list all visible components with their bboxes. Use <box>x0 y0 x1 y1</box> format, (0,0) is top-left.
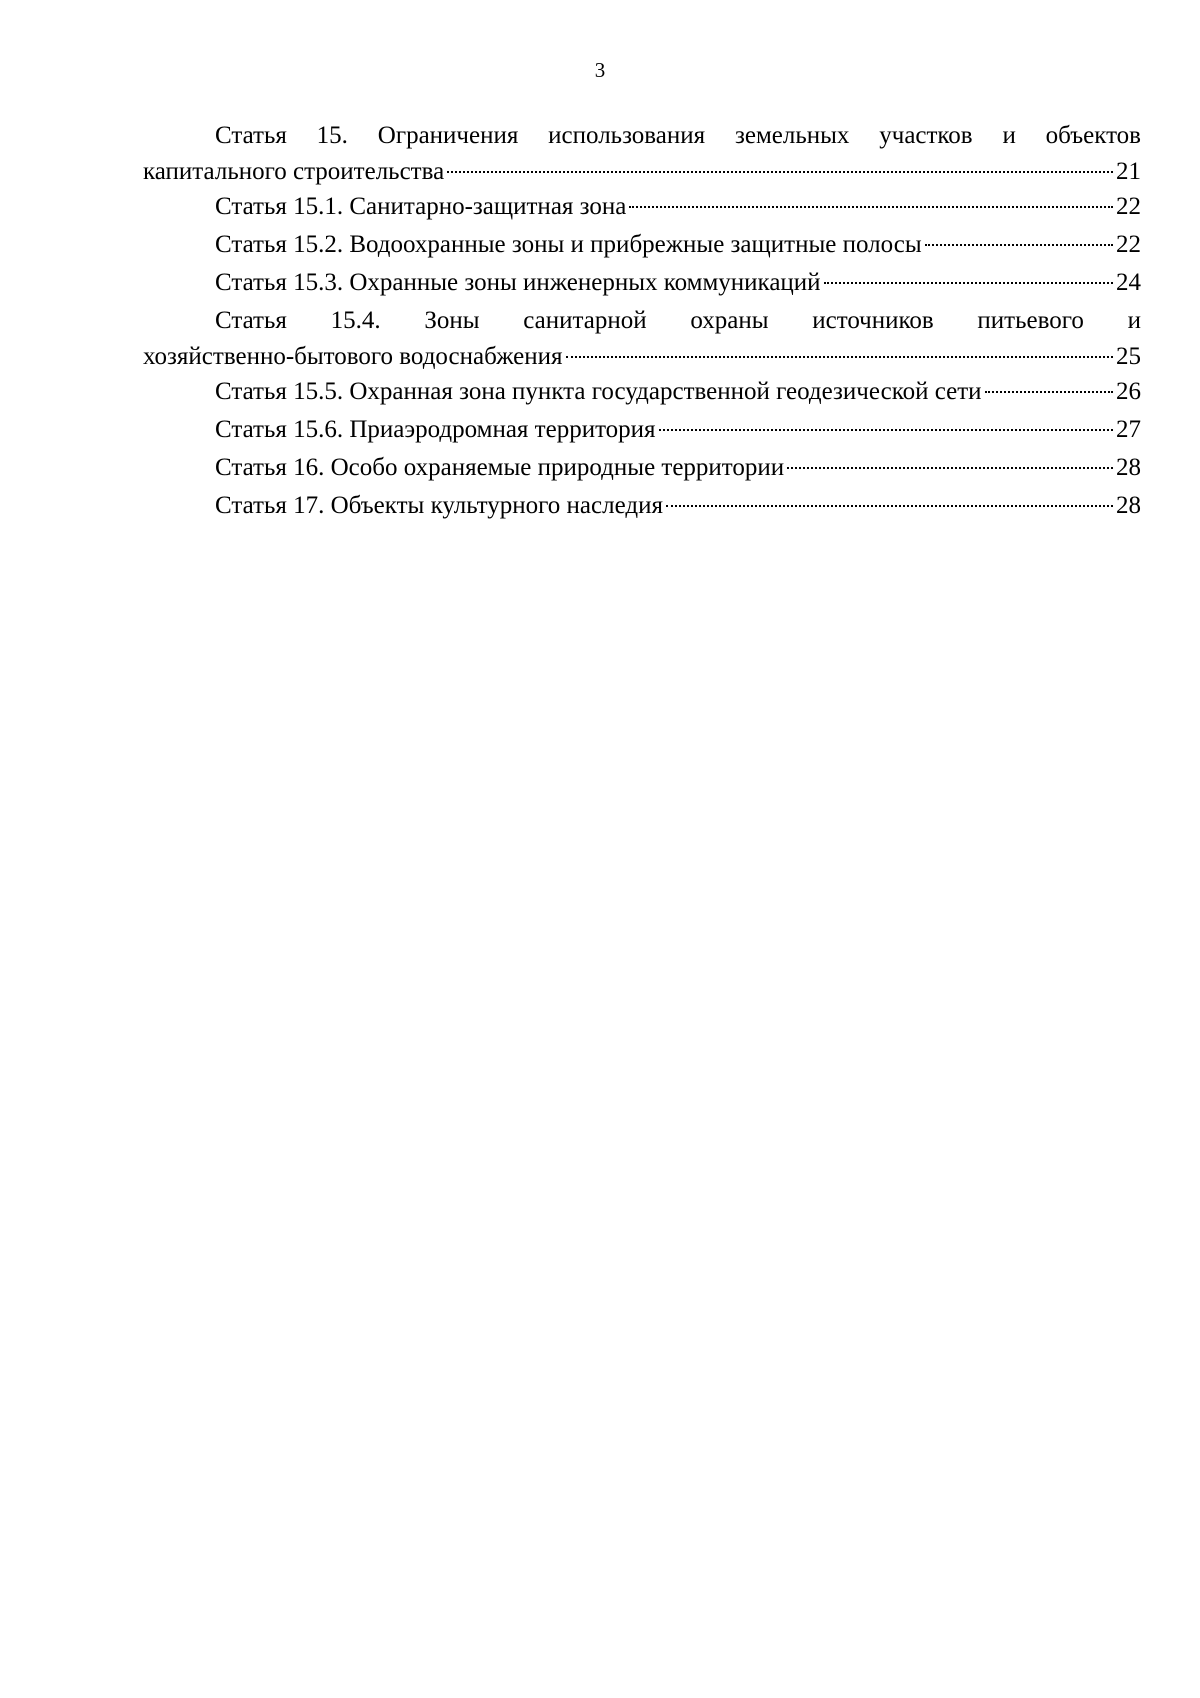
toc-entry-title-line1: Статья 15.4. Зоны санитарной охраны источников питьевого и <box>215 307 1141 334</box>
toc-entry-article-15-3[interactable] <box>143 264 1141 302</box>
toc-entry-title-line2-row <box>143 340 1141 373</box>
toc-entry-title: Статья 17. Объекты культурного наследия <box>215 492 663 519</box>
toc-entry-title-line2-row <box>143 155 1141 188</box>
toc-entry-article-15-4[interactable] <box>143 302 1141 373</box>
toc-entry-title-line2: хозяйственно-бытового водоснабжения <box>143 343 563 370</box>
toc-entry-row <box>143 411 1141 449</box>
toc-entry-title: Статья 16. Особо охраняемые природные территории <box>215 454 785 481</box>
toc-entry-row <box>143 373 1141 411</box>
toc-entry-title: Статья 15.5. Охранная зона пункта государственной геодезической сети <box>215 378 982 405</box>
toc-dot-leader <box>659 429 1113 431</box>
toc-page-number: 22 <box>1116 193 1141 220</box>
toc-dot-leader <box>566 356 1113 358</box>
toc-entry-article-15-5[interactable] <box>143 373 1141 411</box>
toc-entry-title: Статья 15.6. Приаэродромная территория <box>215 416 656 443</box>
toc-entry-article-15[interactable] <box>143 117 1141 188</box>
toc-entry-title: Статья 15.2. Водоохранные зоны и прибрежные защитные полосы <box>215 231 922 258</box>
toc-dot-leader <box>666 505 1113 507</box>
toc-dot-leader <box>447 171 1113 173</box>
toc-dot-leader <box>787 467 1113 469</box>
toc-entry-row <box>143 487 1141 525</box>
page-number: 3 <box>594 58 606 82</box>
toc-dot-leader <box>925 244 1113 246</box>
table-of-contents <box>143 117 1141 525</box>
toc-dot-leader <box>824 282 1113 284</box>
toc-entry-title-line1: Статья 15. Ограничения использования земельных участков и объектов <box>215 122 1141 149</box>
toc-entry-article-15-1[interactable] <box>143 188 1141 226</box>
toc-page-number: 28 <box>1116 492 1141 519</box>
toc-page-number: 25 <box>1116 343 1141 370</box>
toc-entry-row <box>143 264 1141 302</box>
toc-entry-article-17[interactable] <box>143 487 1141 525</box>
toc-page-number: 21 <box>1116 158 1141 185</box>
toc-page-number: 27 <box>1116 416 1141 443</box>
toc-entry-title-line2: капитального строительства <box>143 158 445 185</box>
toc-page-number: 28 <box>1116 454 1141 481</box>
toc-dot-leader <box>629 206 1113 208</box>
toc-entry-row <box>143 226 1141 264</box>
toc-page-number: 22 <box>1116 231 1141 258</box>
toc-entry-article-16[interactable] <box>143 449 1141 487</box>
toc-entry-row <box>143 188 1141 226</box>
toc-page-number: 26 <box>1116 378 1141 405</box>
toc-page-number: 24 <box>1116 269 1141 296</box>
toc-entry-article-15-2[interactable] <box>143 226 1141 264</box>
toc-dot-leader <box>985 391 1113 393</box>
toc-entry-row <box>143 449 1141 487</box>
toc-entry-title: Статья 15.3. Охранные зоны инженерных коммуникаций <box>215 269 821 296</box>
toc-entry-title: Статья 15.1. Санитарно-защитная зона <box>215 193 627 220</box>
toc-entry-article-15-6[interactable] <box>143 411 1141 449</box>
